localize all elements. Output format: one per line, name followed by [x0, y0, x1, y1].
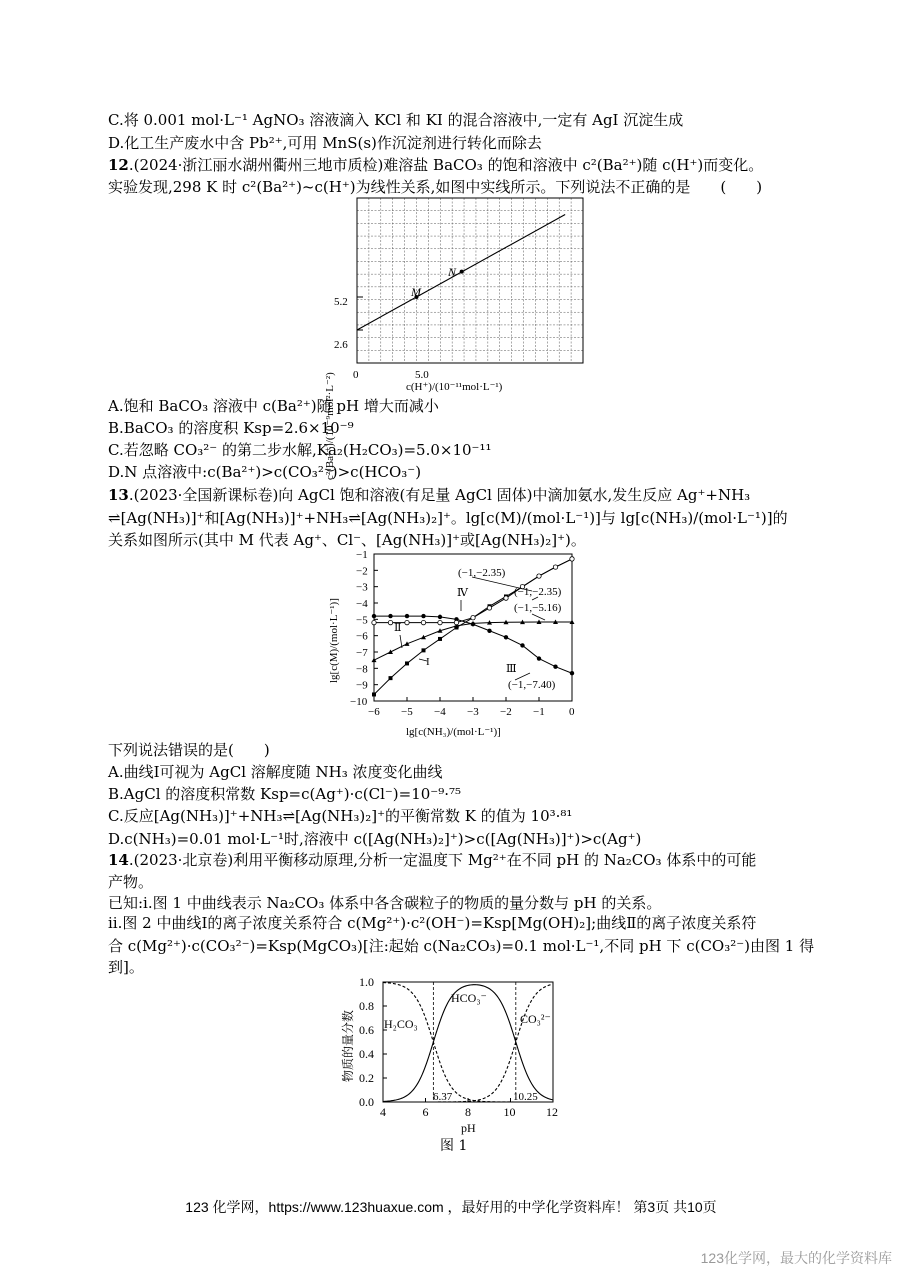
q14-number: 14	[108, 851, 129, 869]
q12-option-c: C.若忽略 CO₃²⁻ 的第二步水解,Ka₂(H₂CO₃)=5.0×10⁻¹¹	[108, 441, 492, 459]
q13-option-b: B.AgCl 的溶度积常数 Ksp=c(Ag⁺)·c(Cl⁻)=10⁻⁹·⁷⁵	[108, 785, 462, 803]
chart-q12	[320, 190, 580, 480]
q14-stem-1	[108, 850, 756, 870]
chart-q12-xtick: 5.0	[415, 369, 429, 381]
q12-option-d: D.N 点溶液中:c(Ba²⁺)>c(CO₃²⁻)>c(HCO₃⁻)	[108, 463, 422, 481]
chart-q13-label-iii: Ⅲ	[506, 663, 517, 675]
chart-q13-label-ii: Ⅱ	[394, 622, 402, 634]
q12-stem-1-text: .(2024·浙江丽水湖州衢州三地市质检)难溶盐 BaCO₃ 的饱和溶液中 c²(Ba²⁺)随 c(H⁺)而变化。	[128, 156, 764, 174]
q12-option-b: B.BaCO₃ 的溶度积 Ksp=2.6×10⁻⁹	[108, 419, 354, 437]
xtick-label: −5	[401, 706, 413, 718]
series-point	[372, 620, 376, 624]
series-point	[537, 656, 541, 660]
ytick-label: −5	[356, 614, 368, 627]
series-line-2	[374, 622, 572, 660]
series-point	[438, 615, 442, 619]
q13-stem-3: 关系如图所示(其中 M 代表 Ag⁺、Cl⁻、[Ag(NH₃)]⁺或[Ag(NH₃)₂]⁺)。	[108, 531, 586, 549]
data-point-n	[460, 270, 464, 274]
xtick-label: −4	[434, 706, 446, 718]
q12-number: 12	[108, 156, 129, 174]
ytick-label: 0.0	[359, 1095, 374, 1109]
ytick-label: 0.8	[359, 999, 374, 1013]
chart-q12-line	[357, 215, 565, 331]
series-point	[389, 676, 393, 680]
series-point	[388, 650, 393, 655]
chart-q14-v2-label: 10.25	[513, 1091, 538, 1103]
series-point	[520, 643, 524, 647]
ytick-label: −9	[356, 679, 368, 692]
q14-known-3: 合 c(Mg²⁺)·c(CO₃²⁻)=Ksp(MgCO₃)[注:起始 c(Na₂CO₃)=0.1 mol·L⁻¹,不同 pH 下 c(CO₃²⁻)由图 1 得	[108, 937, 815, 955]
chart-q14-h2co3-label: H₂CO₃	[384, 1017, 418, 1031]
series-point	[421, 614, 425, 618]
chart-q14-ylabel: 物质的量分数	[341, 1009, 355, 1082]
xtick-label: 10	[503, 1105, 516, 1119]
ytick-label: −8	[356, 663, 368, 676]
chart-q12-ylabel: c²(Ba²⁺)/(10⁻⁹mol²·L⁻²)	[324, 372, 336, 480]
chart-q12-ytick-high: 5.2	[334, 296, 348, 308]
chart-q14-co3-label: CO₃²⁻	[520, 1012, 551, 1026]
series-line-1	[374, 559, 572, 695]
series-point	[388, 620, 392, 624]
q13-option-c: C.反应[Ag(NH₃)]⁺+NH₃⇌[Ag(NH₃)₂]⁺的平衡常数 K 的值为 10³·⁸¹	[108, 807, 573, 825]
series-point	[454, 620, 458, 624]
series-point	[570, 671, 574, 675]
footer-site-name: 123 化学网，	[185, 1199, 269, 1215]
q13-stem-2: ⇌[Ag(NH₃)]⁺和[Ag(NH₃)]⁺+NH₃⇌[Ag(NH₃)₂]⁺。lg[c(M)/(mol·L⁻¹)]与 lg[c(NH₃)/(mol·L⁻¹)]的	[108, 509, 788, 527]
q13-stem-1	[108, 485, 750, 505]
chart-q12-grid	[357, 198, 583, 363]
option-d-q11: D.化工生产废水中含 Pb²⁺,可用 MnS(s)作沉淀剂进行转化而除去	[108, 134, 542, 152]
chart-q13-ann4: (−1,−7.40)	[508, 679, 556, 691]
ytick-label: 0.6	[359, 1023, 374, 1037]
ytick-label: −4	[356, 598, 368, 610]
xtick-label: 6	[422, 1105, 429, 1119]
q13-stem-1-text: .(2023·全国新课标卷)向 AgCl 饱和溶液(有足量 AgCl 固体)中滴加氨水,发生反应 Ag⁺+NH₃	[128, 486, 751, 504]
chart-q13-ann2: (−1,−2.35)	[514, 586, 562, 598]
page-footer	[0, 1197, 902, 1217]
series-point	[372, 692, 376, 696]
ytick-label: −10	[350, 696, 368, 708]
series-point	[422, 648, 426, 652]
xtick-label: 12	[546, 1105, 558, 1119]
chart-q14	[340, 972, 570, 1157]
q12-stem-2: 实验发现,298 K 时 c²(Ba²⁺)~c(H⁺)为线性关系,如图中实线所示。下列说法不正确的是 ( )	[108, 178, 763, 196]
series-point	[471, 622, 475, 626]
q12-stem-1	[108, 155, 763, 175]
q14-known-4: 到]。	[108, 958, 144, 976]
chart-q12-ytick-low: 2.6	[334, 339, 348, 351]
series-point	[537, 574, 541, 578]
option-c-q11: C.将 0.001 mol·L⁻¹ AgNO₃ 溶液滴入 KCl 和 KI 的混合溶液中,一定有 AgI 沉淀生成	[108, 111, 684, 129]
series-point	[421, 620, 425, 624]
footer-url[interactable]: https://www.123huaxue.com	[268, 1199, 444, 1215]
ytick-label: −1	[356, 549, 368, 561]
series-point	[504, 596, 508, 600]
series-point	[372, 658, 377, 663]
q13-number: 13	[108, 486, 129, 504]
chart-q12-point-n: N	[448, 265, 457, 279]
q13-option-d: D.c(NH₃)=0.01 mol·L⁻¹时,溶液中 c([Ag(NH₃)₂]⁺)>c([Ag(NH₃)]⁺)>c(Ag⁺)	[108, 830, 642, 848]
q14-stem-1-text: .(2023·北京卷)利用平衡移动原理,分析一定温度下 Mg²⁺在不同 pH 的 Na₂CO₃ 体系中的可能	[128, 851, 757, 869]
series-point	[487, 606, 491, 610]
chart-q12-xlabel: c(H⁺)/(10⁻¹¹mol·L⁻¹)	[406, 381, 503, 393]
chart-q13-ann3: (−1,−5.16)	[514, 602, 562, 614]
ytick-label: −2	[356, 565, 368, 578]
series-point	[405, 614, 409, 618]
series-point	[405, 620, 409, 624]
series-point	[570, 557, 574, 561]
xtick-label: 8	[465, 1105, 471, 1119]
series-point	[487, 629, 491, 633]
ytick-label: −6	[356, 630, 368, 643]
q14-known-2: ⅱ.图 2 中曲线Ⅰ的离子浓度关系符合 c(Mg²⁺)·c²(OH⁻)=Ksp[Mg(OH)₂];曲线Ⅱ的离子浓度关系符	[108, 914, 757, 932]
chart-frame	[357, 198, 583, 363]
chart-q13-ann1: (−1,−2.35)	[458, 567, 506, 579]
q13-option-a: A.曲线Ⅰ可视为 AgCl 溶解度随 NH₃ 浓度变化曲线	[108, 763, 443, 781]
chart-q12-point-m: M	[411, 285, 421, 299]
xtick-label: 4	[380, 1105, 386, 1119]
series-point	[438, 637, 442, 641]
chart-q13-ylabel: lg[c(M)/(mol·L⁻¹)]	[328, 598, 340, 683]
series-point	[504, 635, 508, 639]
q14-known-1: 已知:ⅰ.图 1 中曲线表示 Na₂CO₃ 体系中各含碳粒子的物质的量分数与 pH 的关系。	[108, 894, 662, 912]
series-point	[388, 614, 392, 618]
figure-caption: 图 1	[440, 1138, 468, 1154]
chart-q13-xlabel: lg[c(NH₃)/(mol·L⁻¹)]	[406, 726, 501, 738]
series-point	[553, 665, 557, 669]
xtick-label: −1	[533, 706, 545, 718]
series-point	[553, 565, 557, 569]
chart-q14-hco3-label: HCO₃⁻	[451, 991, 487, 1005]
series-point	[372, 614, 376, 618]
series-point	[405, 661, 409, 665]
chart-q12-origin: 0	[353, 369, 359, 381]
ytick-label: 1.0	[359, 975, 374, 989]
chart-q14-v1-label: 6.37	[433, 1091, 453, 1103]
chart-q13-label-iv: Ⅳ	[457, 587, 468, 599]
q13-ask: 下列说法错误的是( )	[108, 741, 270, 759]
ytick-label: −7	[356, 647, 368, 659]
xtick-label: 0	[569, 706, 575, 718]
watermark: 123化学网，最大的化学资料库	[700, 1250, 892, 1266]
series-point	[471, 616, 475, 620]
ytick-label: −3	[356, 581, 368, 594]
footer-slogan: ，最好用的中学化学资料库！ 第3页 共10页	[443, 1199, 717, 1215]
ytick-label: 0.4	[359, 1047, 374, 1061]
xtick-label: −3	[467, 706, 479, 718]
q12-option-a: A.饱和 BaCO₃ 溶液中 c(Ba²⁺)随 pH 增大而减小	[108, 397, 439, 415]
series-point	[438, 620, 442, 624]
ytick-label: 0.2	[359, 1071, 374, 1085]
chart-q13-label-i: I	[426, 656, 430, 668]
q14-stem-2: 产物。	[108, 873, 154, 891]
xtick-label: −2	[500, 706, 512, 718]
chart-q13	[320, 548, 620, 743]
xtick-label: −6	[368, 706, 380, 718]
chart-q14-xlabel: pH	[461, 1121, 476, 1135]
